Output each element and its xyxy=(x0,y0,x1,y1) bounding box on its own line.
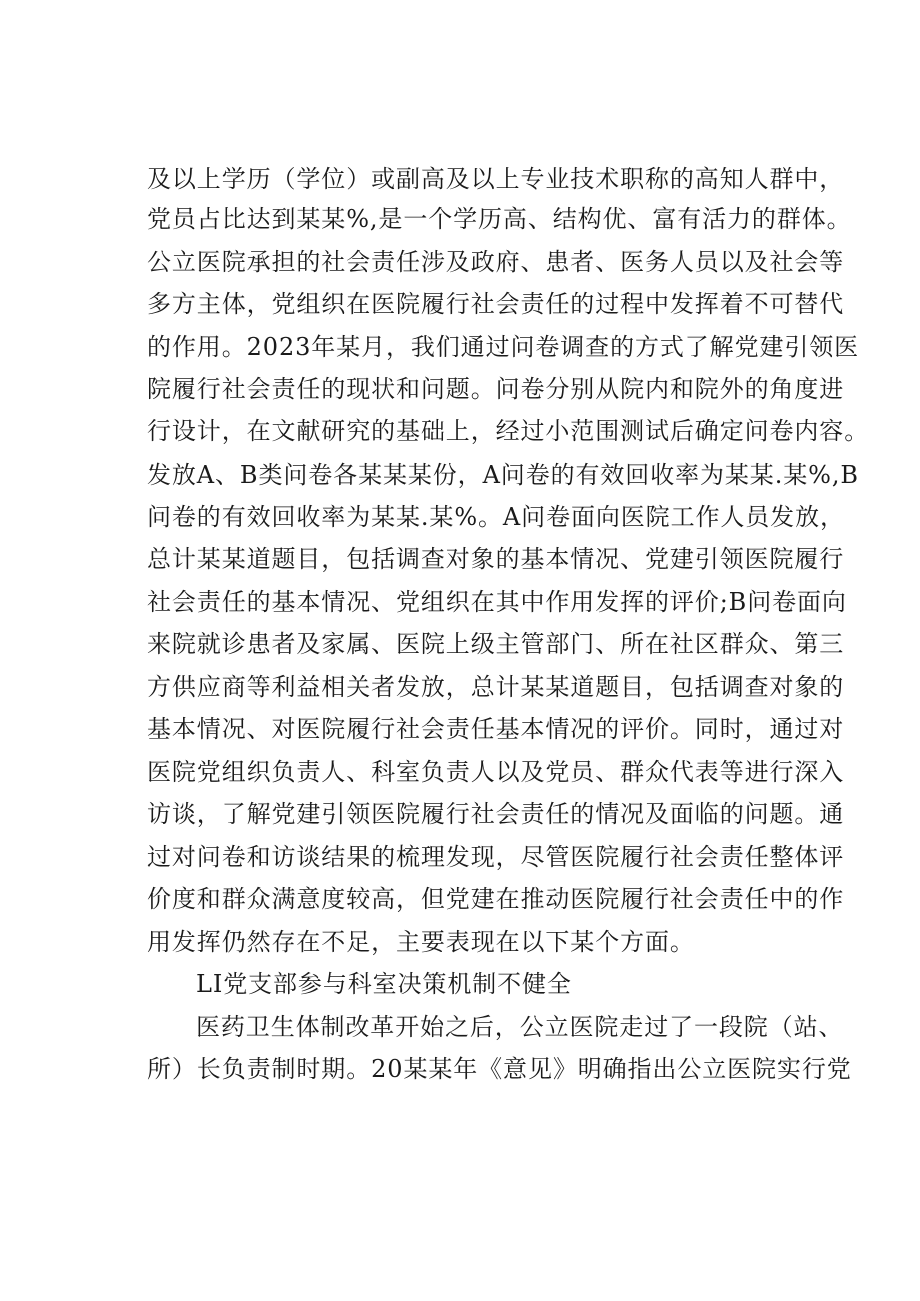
text-line-5: 的作用。2023年某月，我们通过问卷调查的方式了解党建引领医 xyxy=(147,333,860,361)
paragraph-2-line-2: 所）长负责制时期。20某某年《意见》明确指出公立医院实行党 xyxy=(147,1055,852,1083)
text-line-4: 多方主体，党组织在医院履行社会责任的过程中发挥着不可替代 xyxy=(147,290,845,318)
text-line-17: 过对问卷和访谈结果的梳理发现，尽管医院履行社会责任整体评 xyxy=(147,843,845,871)
text-line-16: 访谈，了解党建引领医院履行社会责任的情况及面临的问题。通 xyxy=(147,800,845,828)
text-line-3: 公立医院承担的社会责任涉及政府、患者、医务人员以及社会等 xyxy=(147,248,845,276)
text-line-11: 社会责任的基本情况、党组织在其中作用发挥的评价;B问卷面向 xyxy=(147,588,847,616)
text-line-6: 院履行社会责任的现状和问题。问卷分别从院内和院外的角度进 xyxy=(147,375,845,403)
text-line-12: 来院就诊患者及家属、医院上级主管部门、所在社区群众、第三 xyxy=(147,630,845,658)
text-line-14: 基本情况、对医院履行社会责任基本情况的评价。同时，通过对 xyxy=(147,715,845,743)
text-line-10: 总计某某道题目，包括调查对象的基本情况、党建引领医院履行 xyxy=(147,545,845,573)
text-line-2: 党员占比达到某某%,是一个学历高、结构优、富有活力的群体。 xyxy=(147,205,852,233)
text-line-9: 问卷的有效回收率为某某.某%。A问卷面向医院工作人员发放， xyxy=(147,503,845,531)
text-line-8: 发放A、B类问卷各某某某份，A问卷的有效回收率为某某.某%,B xyxy=(147,461,859,489)
section-heading: LI党支部参与科室决策机制不健全 xyxy=(196,970,572,998)
text-line-15: 医院党组织负责人、科室负责人以及党员、群众代表等进行深入 xyxy=(147,758,845,786)
paragraph-2-line-1: 医药卫生体制改革开始之后，公立医院走过了一段院（站、 xyxy=(196,1013,844,1041)
text-line-13: 方供应商等利益相关者发放，总计某某道题目，包括调查对象的 xyxy=(147,673,845,701)
text-line-1: 及以上学历（学位）或副高及以上专业技术职称的高知人群中， xyxy=(147,165,845,193)
text-line-7: 行设计，在文献研究的基础上，经过小范围测试后确定问卷内容。 xyxy=(147,417,870,445)
text-line-19: 用发挥仍然存在不足，主要表现在以下某个方面。 xyxy=(147,928,695,956)
text-line-18: 价度和群众满意度较高，但党建在推动医院履行社会责任中的作 xyxy=(147,885,845,913)
